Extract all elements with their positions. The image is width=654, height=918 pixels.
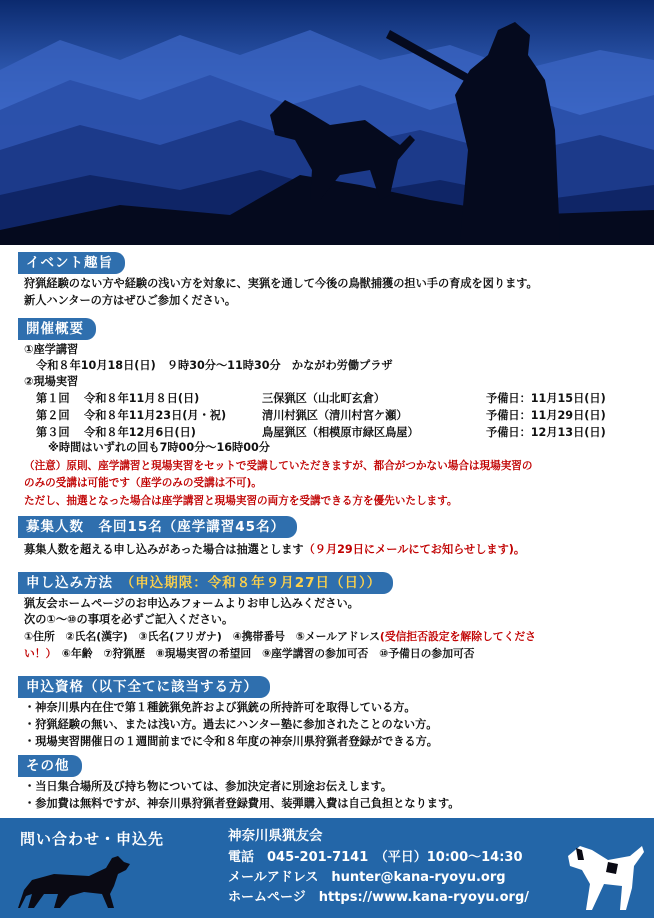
event-purpose-line1: 狩猟経験のない方や経験の浅い方を対象に、実猟を通して今後の鳥獣捕獲の担い手の育成を図ります。 [24, 277, 538, 290]
event-purpose-line2: 新人ハンターの方はぜひご参加ください。 [24, 294, 237, 307]
hunter-silhouette-illustration [0, 0, 654, 245]
eligibility-heading: 申込資格（以下全てに該当する方） [18, 676, 270, 698]
caution-line3: ただし、抽選となった場合は座学講習と現場実習の両方を受講できる方を優先いたします。 [24, 495, 458, 507]
other-item: ・参加費は無料ですが、神奈川県狩猟者登録費用、装弾購入費は自己負担となります。 [24, 797, 460, 810]
overview-heading: 開催概要 [18, 318, 96, 340]
caution-line2: のみの受講は可能です（座学のみの受講は不可)。 [24, 477, 262, 489]
apply-line1: 猟友会ホームページのお申込みフォームよりお申し込みください。 [24, 597, 359, 610]
dog-silhouette-icon [14, 850, 134, 912]
apply-line2: 次の①～⑩の事項を必ずご記入ください。 [24, 613, 234, 626]
eligibility-item: ・狩猟経験の無い、または浅い方。過去にハンター塾に参加されたことのない方。 [24, 718, 438, 731]
other-item: ・当日集合場所及び持ち物については、参加決定者に別途お伝えします。 [24, 780, 393, 793]
lecture-detail: 令和８年10月18日(日) ９時30分～11時30分 かながわ労働プラザ [36, 359, 393, 372]
recruit-note-text: 募集人数を超える申し込みがあった場合は抽選とします [24, 543, 304, 556]
other-heading: その他 [18, 755, 82, 777]
apply-deadline: （申込期限：令和８年９月27日（日）） [127, 575, 382, 591]
contact-website-link[interactable]: ホームページ https://www.kana-ryoyu.org/ [228, 890, 530, 905]
time-note: ※時間はいずれの回も7時00分～16時00分 [48, 441, 270, 454]
hero-image [0, 0, 654, 245]
apply-heading-main: 申し込み方法 [26, 575, 113, 591]
contact-footer [0, 818, 654, 918]
event-purpose-heading: イベント趣旨 [18, 252, 125, 274]
recruit-heading: 募集人数 各回15名（座学講習45名） [18, 516, 297, 538]
apply-line3 [24, 629, 536, 644]
apply-items-part1: ①住所 ②氏名(漢字) ③氏名(フリガナ) ④携帯番号 ⑤メールアドレス [24, 630, 380, 643]
session-place: 鳥屋猟区（相模原市緑区鳥屋） [262, 426, 419, 439]
contact-email-link[interactable]: メールアドレス hunter@kana-ryoyu.org [228, 870, 506, 885]
apply-line4 [24, 646, 475, 661]
contact-title: 問い合わせ・申込先 [20, 830, 165, 848]
recruit-note [24, 542, 525, 557]
session-spare-day: 予備日：12月13日(日) [486, 426, 606, 439]
apply-items-part2: ⑥年齢 ⑦狩猟歴 ⑧現場実習の希望回 ⑨座学講習の参加可否 ⑩予備日の参加可否 [51, 647, 475, 660]
session-date: 令和８年11月８日(日) [84, 392, 200, 405]
eligibility-item: ・現場実習開催日の１週間前までに令和８年度の神奈川県狩猟者登録ができる方。 [24, 735, 438, 748]
session-number: 第１回 [36, 392, 70, 405]
session-number: 第３回 [36, 426, 70, 439]
pointer-dog-icon [548, 826, 648, 914]
field-heading: ②現場実習 [24, 375, 79, 388]
session-date: 令和８年11月23日(月・祝) [84, 409, 227, 422]
recruit-note-red: （９月29日にメールにてお知らせします)。 [303, 543, 526, 556]
session-spare-day: 予備日：11月15日(日) [486, 392, 606, 405]
contact-organization: 神奈川県猟友会 [228, 828, 323, 844]
apply-email-note: (受信拒否設定を解除してくださ [379, 630, 536, 643]
contact-phone: 電話 045-201-7141 （平日）10:00～14:30 [228, 850, 523, 865]
lecture-heading: ①座学講習 [24, 343, 79, 356]
session-place: 清川村猟区（清川村宮ケ瀬） [262, 409, 408, 422]
eligibility-item: ・神奈川県内在住で第１種銃猟免許および猟銃の所持許可を取得している方。 [24, 701, 416, 714]
caution-line1: （注意）原則、座学講習と現場実習をセットで受講していただきますが、都合がつかない場合は現場実習の [24, 460, 533, 472]
session-number: 第２回 [36, 409, 70, 422]
apply-heading [18, 572, 393, 594]
session-date: 令和８年12月6日(日) [84, 426, 196, 439]
session-place: 三保猟区（山北町玄倉） [262, 392, 386, 405]
session-spare-day: 予備日：11月29日(日) [486, 409, 606, 422]
apply-email-note-end: い！） [24, 647, 51, 660]
